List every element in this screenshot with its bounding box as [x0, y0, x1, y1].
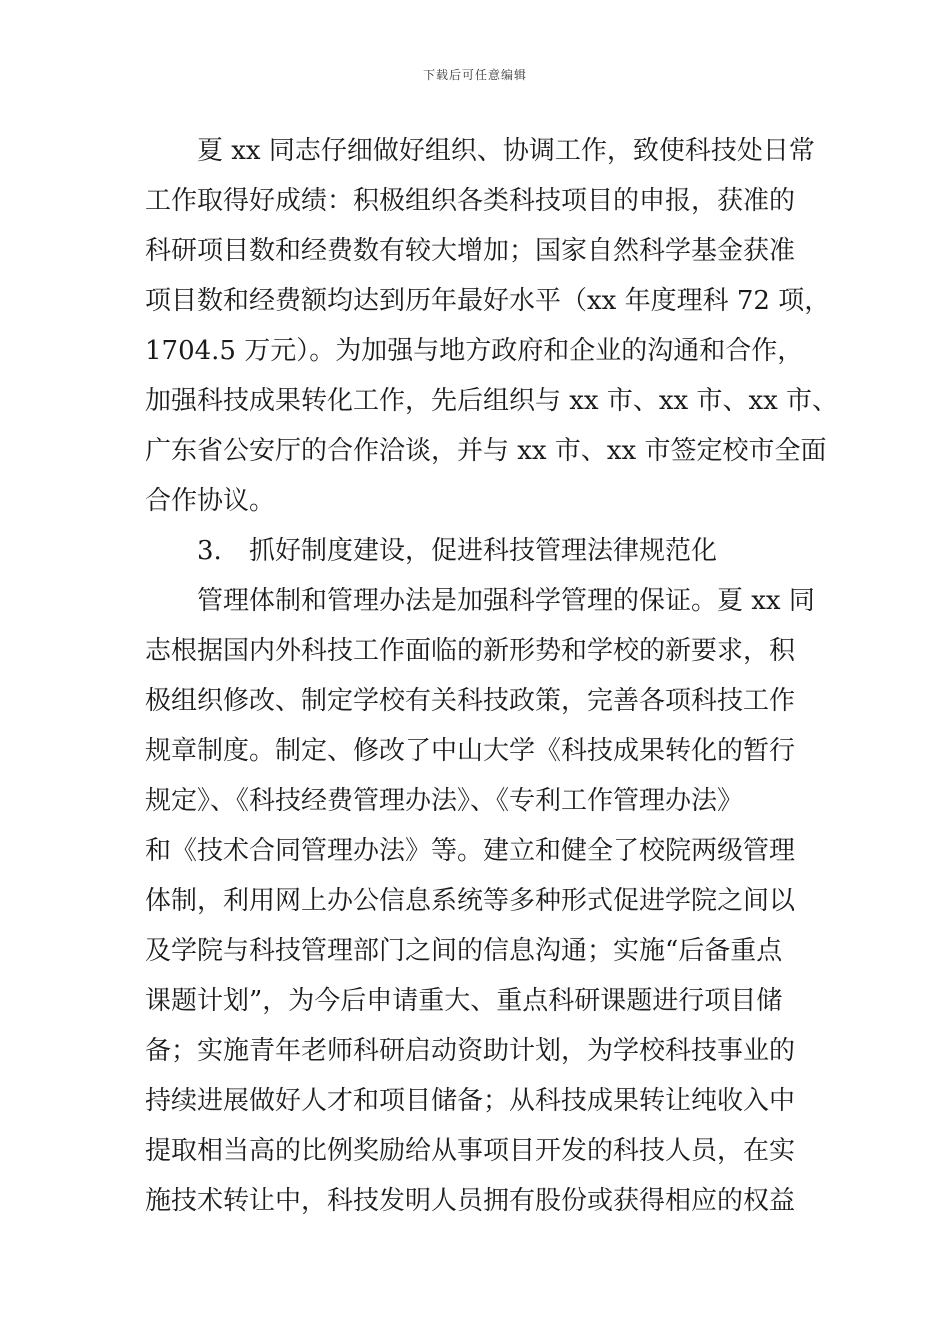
paragraph-line: 1704.5 万元）。为加强与地方政府和企业的沟通和合作，: [145, 336, 804, 366]
paragraph-line: 工作取得好成绩：积极组织各类科技项目的申报，获准的: [145, 186, 796, 216]
download-note: 下载后可任意编辑: [422, 68, 527, 82]
paragraph-line: 持续进展做好人才和项目储备；从科技成果转让纯收入中: [145, 1086, 796, 1116]
paragraph-line: 备；实施青年老师科研启动资助计划，为学校科技事业的: [145, 1036, 796, 1066]
paragraph-line: 科研项目数和经费数有较大增加；国家自然科学基金获准: [145, 236, 796, 266]
paragraph-line: 体制，利用网上办公信息系统等多种形式促进学院之间以: [145, 886, 796, 916]
section-number: 3.: [197, 536, 222, 566]
paragraph-line: 夏 xx 同志仔细做好组织、协调工作，致使科技处日常: [197, 136, 815, 166]
paragraph-line: 及学院与科技管理部门之间的信息沟通；实施“后备重点: [145, 936, 783, 966]
paragraph-2: [145, 576, 815, 1226]
paragraph-line: 课题计划”，为今后申请重大、重点科研课题进行项目储: [145, 986, 783, 1016]
paragraph-line: 合作协议。: [145, 486, 276, 516]
paragraph-1: [145, 126, 839, 526]
paragraph-line: 极组织修改、制定学校有关科技政策，完善各项科技工作: [145, 686, 796, 716]
section-heading: [145, 526, 810, 576]
paragraph-line: 项目数和经费额均达到历年最好水平（xx 年度理科 72 项，: [145, 286, 831, 316]
paragraph-line: 管理体制和管理办法是加强科学管理的保证。夏 xx 同: [197, 586, 815, 616]
paragraph-line: 规定》、《科技经费管理办法》、《专利工作管理办法》: [145, 786, 744, 816]
paragraph-line: 志根据国内外科技工作面临的新形势和学校的新要求，积: [145, 636, 796, 666]
document-body: [145, 126, 839, 1226]
section-title: 抓好制度建设，促进科技管理法律规范化: [249, 536, 718, 566]
paragraph-line: 加强科技成果转化工作，先后组织与 xx 市、xx 市、xx 市、: [145, 386, 839, 416]
paragraph-line: 和《技术合同管理办法》等。建立和健全了校院两级管理: [145, 836, 796, 866]
paragraph-line: 广东省公安厅的合作洽谈，并与 xx 市、xx 市签定校市全面: [145, 436, 827, 466]
paragraph-line: 提取相当高的比例奖励给从事项目开发的科技人员，在实: [145, 1136, 796, 1166]
paragraph-line: 施技术转让中，科技发明人员拥有股份或获得相应的权益: [145, 1186, 796, 1216]
paragraph-line: 规章制度。制定、修改了中山大学《科技成果转化的暂行: [145, 736, 796, 766]
